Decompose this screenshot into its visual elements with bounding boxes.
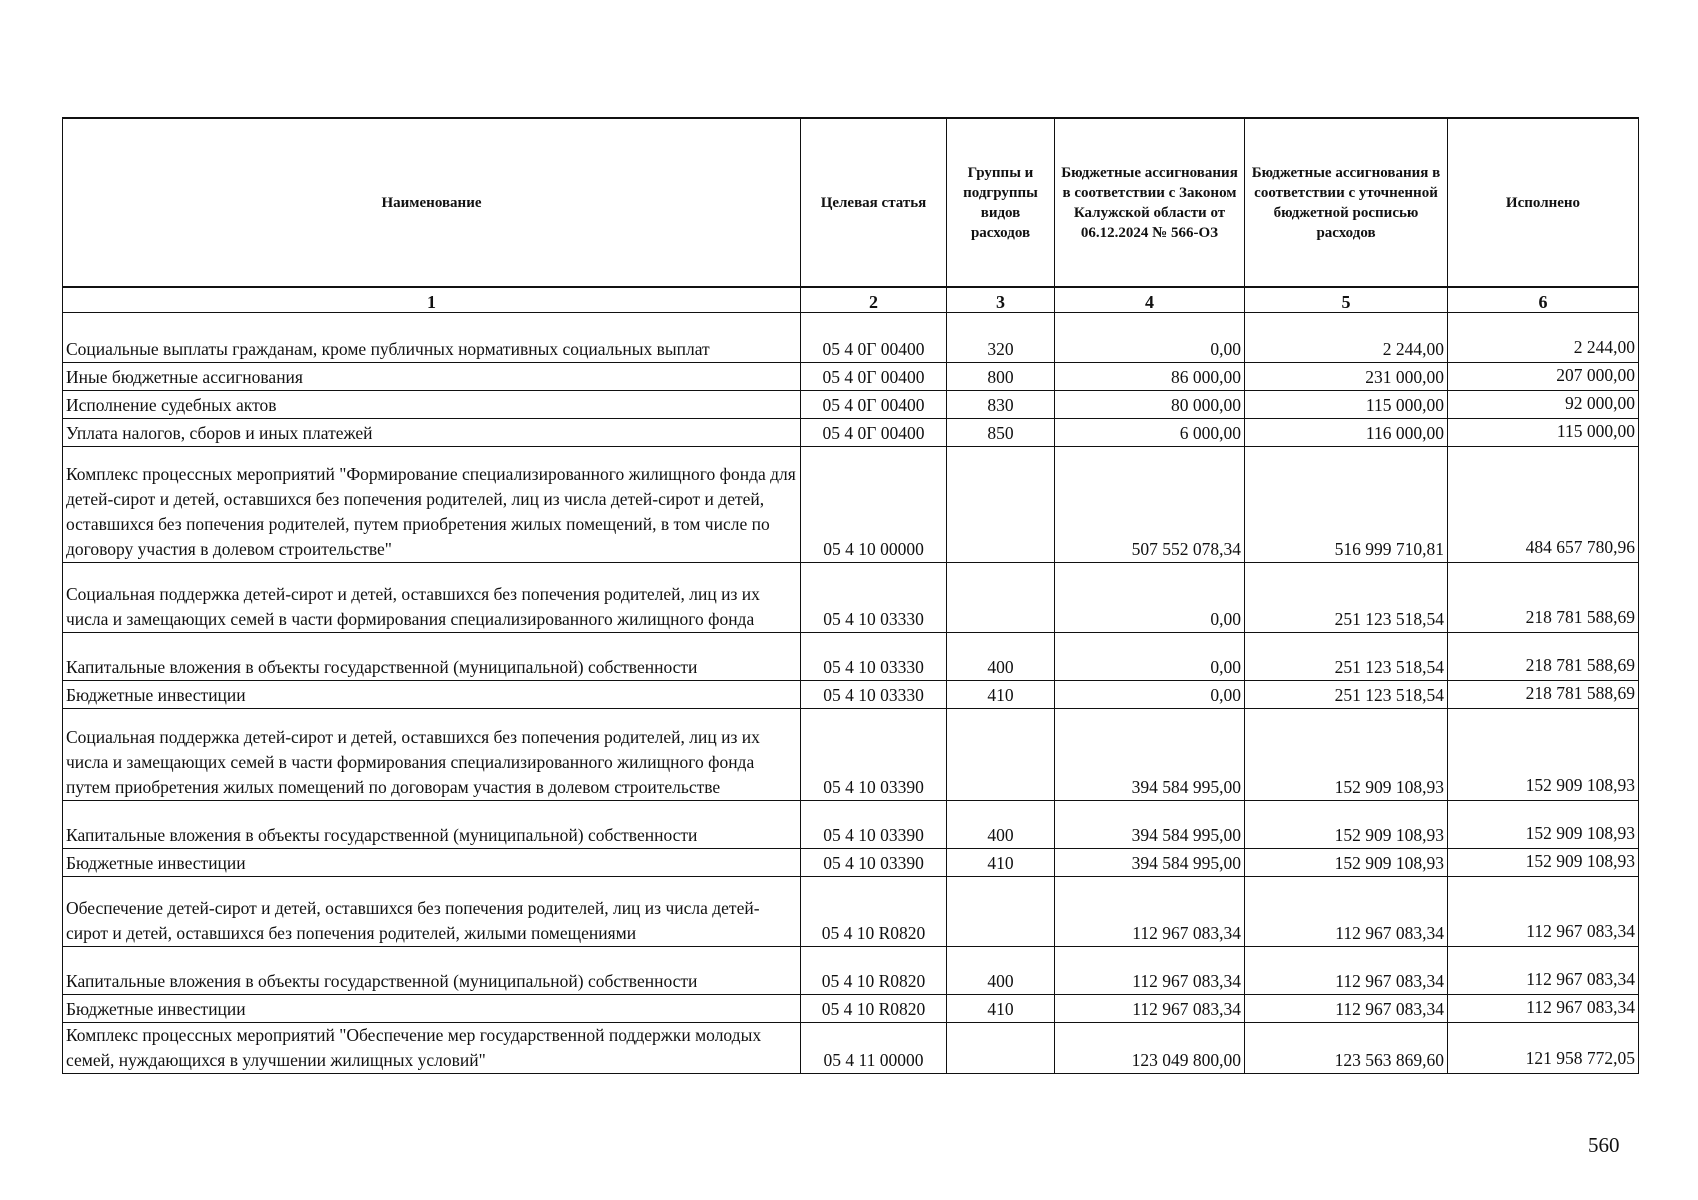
table-row — [63, 947, 1639, 995]
table-row — [63, 995, 1639, 1023]
cell-executed: 92 000,00 — [1448, 391, 1639, 419]
cell-law-allocation: 112 967 083,34 — [1055, 877, 1245, 947]
cell-target-article: 05 4 10 R0820 — [801, 995, 947, 1023]
header-refined-allocations: Бюджетные ассигнования в соответствии с уточненной бюджетной росписью расходов — [1245, 118, 1448, 287]
cell-name: Уплата налогов, сборов и иных платежей — [63, 419, 801, 447]
column-number: 2 — [801, 287, 947, 313]
cell-name: Капитальные вложения в объекты государственной (муниципальной) собственности — [63, 801, 801, 849]
cell-refined-allocation: 112 967 083,34 — [1245, 995, 1448, 1023]
table-row — [63, 563, 1639, 633]
cell-name: Социальная поддержка детей-сирот и детей, оставшихся без попечения родителей, лиц из их числа и замещающих семей в части формирования специализированного жилищного фонда путем приобретения жилых помещений по договорам участия в долевом строительстве — [63, 709, 801, 801]
cell-refined-allocation: 251 123 518,54 — [1245, 563, 1448, 633]
cell-refined-allocation: 2 244,00 — [1245, 313, 1448, 363]
table-row — [63, 801, 1639, 849]
column-number: 5 — [1245, 287, 1448, 313]
cell-expense-group: 400 — [947, 947, 1055, 995]
cell-name: Комплекс процессных мероприятий "Обеспечение мер государственной поддержки молодых семей, нуждающихся в улучшении жилищных условий" — [63, 1023, 801, 1074]
cell-executed: 218 781 588,69 — [1448, 563, 1639, 633]
cell-name: Капитальные вложения в объекты государственной (муниципальной) собственности — [63, 633, 801, 681]
cell-refined-allocation: 112 967 083,34 — [1245, 877, 1448, 947]
table-row — [63, 419, 1639, 447]
cell-expense-group: 800 — [947, 363, 1055, 391]
cell-executed: 112 967 083,34 — [1448, 995, 1639, 1023]
cell-name: Капитальные вложения в объекты государственной (муниципальной) собственности — [63, 947, 801, 995]
cell-law-allocation: 0,00 — [1055, 313, 1245, 363]
cell-expense-group: 850 — [947, 419, 1055, 447]
cell-law-allocation: 123 049 800,00 — [1055, 1023, 1245, 1074]
cell-executed: 218 781 588,69 — [1448, 681, 1639, 709]
cell-name: Социальные выплаты гражданам, кроме публичных нормативных социальных выплат — [63, 313, 801, 363]
cell-name: Бюджетные инвестиции — [63, 995, 801, 1023]
cell-expense-group — [947, 447, 1055, 563]
cell-target-article: 05 4 0Г 00400 — [801, 391, 947, 419]
cell-expense-group: 400 — [947, 633, 1055, 681]
cell-executed: 2 244,00 — [1448, 313, 1639, 363]
cell-executed: 115 000,00 — [1448, 419, 1639, 447]
cell-expense-group — [947, 877, 1055, 947]
cell-target-article: 05 4 0Г 00400 — [801, 313, 947, 363]
table-row — [63, 363, 1639, 391]
cell-name: Исполнение судебных актов — [63, 391, 801, 419]
cell-refined-allocation: 116 000,00 — [1245, 419, 1448, 447]
cell-executed: 484 657 780,96 — [1448, 447, 1639, 563]
cell-executed: 152 909 108,93 — [1448, 849, 1639, 877]
cell-executed: 152 909 108,93 — [1448, 801, 1639, 849]
header-law-allocations: Бюджетные ассигнования в соответствии с Законом Калужской области от 06.12.2024 № 566-ОЗ — [1055, 118, 1245, 287]
cell-executed: 152 909 108,93 — [1448, 709, 1639, 801]
table-row — [63, 681, 1639, 709]
cell-expense-group: 410 — [947, 849, 1055, 877]
table-row — [63, 1023, 1639, 1074]
table-row — [63, 709, 1639, 801]
cell-executed: 112 967 083,34 — [1448, 877, 1639, 947]
cell-refined-allocation: 115 000,00 — [1245, 391, 1448, 419]
header-name: Наименование — [63, 118, 801, 287]
cell-law-allocation: 80 000,00 — [1055, 391, 1245, 419]
cell-law-allocation: 0,00 — [1055, 681, 1245, 709]
cell-expense-group: 410 — [947, 681, 1055, 709]
cell-refined-allocation: 516 999 710,81 — [1245, 447, 1448, 563]
cell-law-allocation: 6 000,00 — [1055, 419, 1245, 447]
header-expense-groups: Группы и подгруппы видов расходов — [947, 118, 1055, 287]
page-number: 560 — [1588, 1133, 1620, 1157]
cell-expense-group: 410 — [947, 995, 1055, 1023]
cell-target-article: 05 4 10 03390 — [801, 849, 947, 877]
cell-target-article: 05 4 10 R0820 — [801, 947, 947, 995]
cell-refined-allocation: 231 000,00 — [1245, 363, 1448, 391]
cell-executed: 112 967 083,34 — [1448, 947, 1639, 995]
column-number: 1 — [63, 287, 801, 313]
cell-expense-group: 320 — [947, 313, 1055, 363]
cell-executed: 121 958 772,05 — [1448, 1023, 1639, 1074]
table-row — [63, 633, 1639, 681]
cell-executed: 207 000,00 — [1448, 363, 1639, 391]
cell-expense-group: 400 — [947, 801, 1055, 849]
header-target-article: Целевая статья — [801, 118, 947, 287]
cell-refined-allocation: 251 123 518,54 — [1245, 633, 1448, 681]
cell-refined-allocation: 152 909 108,93 — [1245, 801, 1448, 849]
column-number-row — [63, 287, 1639, 313]
cell-law-allocation: 507 552 078,34 — [1055, 447, 1245, 563]
cell-refined-allocation: 123 563 869,60 — [1245, 1023, 1448, 1074]
cell-law-allocation: 394 584 995,00 — [1055, 849, 1245, 877]
cell-target-article: 05 4 0Г 00400 — [801, 419, 947, 447]
header-row — [63, 118, 1639, 287]
cell-target-article: 05 4 10 03330 — [801, 563, 947, 633]
table-body — [63, 313, 1639, 1074]
column-number: 3 — [947, 287, 1055, 313]
cell-name: Бюджетные инвестиции — [63, 681, 801, 709]
column-number: 4 — [1055, 287, 1245, 313]
cell-law-allocation: 112 967 083,34 — [1055, 947, 1245, 995]
cell-expense-group — [947, 709, 1055, 801]
cell-target-article: 05 4 0Г 00400 — [801, 363, 947, 391]
cell-law-allocation: 0,00 — [1055, 563, 1245, 633]
cell-law-allocation: 86 000,00 — [1055, 363, 1245, 391]
cell-target-article: 05 4 10 03330 — [801, 681, 947, 709]
table-row — [63, 391, 1639, 419]
table-row — [63, 313, 1639, 363]
cell-name: Комплекс процессных мероприятий "Формирование специализированного жилищного фонда для детей-сирот и детей, оставшихся без попечения родителей, лиц из числа детей-сирот и детей, оставшихся без попечения родителей, путем приобретения жилых помещений, в том числе по договору участия в долевом строительстве" — [63, 447, 801, 563]
cell-law-allocation: 0,00 — [1055, 633, 1245, 681]
cell-target-article: 05 4 10 03390 — [801, 709, 947, 801]
column-number: 6 — [1448, 287, 1639, 313]
cell-expense-group — [947, 1023, 1055, 1074]
table-row — [63, 877, 1639, 947]
cell-refined-allocation: 152 909 108,93 — [1245, 849, 1448, 877]
cell-target-article: 05 4 10 R0820 — [801, 877, 947, 947]
cell-target-article: 05 4 11 00000 — [801, 1023, 947, 1074]
cell-refined-allocation: 112 967 083,34 — [1245, 947, 1448, 995]
cell-name: Социальная поддержка детей-сирот и детей, оставшихся без попечения родителей, лиц из их числа и замещающих семей в части формирования специализированного жилищного фонда — [63, 563, 801, 633]
cell-refined-allocation: 152 909 108,93 — [1245, 709, 1448, 801]
cell-target-article: 05 4 10 00000 — [801, 447, 947, 563]
cell-target-article: 05 4 10 03390 — [801, 801, 947, 849]
table-row — [63, 447, 1639, 563]
cell-law-allocation: 394 584 995,00 — [1055, 801, 1245, 849]
cell-executed: 218 781 588,69 — [1448, 633, 1639, 681]
cell-name: Иные бюджетные ассигнования — [63, 363, 801, 391]
header-executed: Исполнено — [1448, 118, 1639, 287]
cell-refined-allocation: 251 123 518,54 — [1245, 681, 1448, 709]
table-row — [63, 849, 1639, 877]
cell-law-allocation: 112 967 083,34 — [1055, 995, 1245, 1023]
cell-expense-group — [947, 563, 1055, 633]
cell-target-article: 05 4 10 03330 — [801, 633, 947, 681]
budget-table — [62, 117, 1639, 1074]
cell-name: Бюджетные инвестиции — [63, 849, 801, 877]
cell-law-allocation: 394 584 995,00 — [1055, 709, 1245, 801]
cell-expense-group: 830 — [947, 391, 1055, 419]
cell-name: Обеспечение детей-сирот и детей, оставшихся без попечения родителей, лиц из числа детей-сирот и детей, оставшихся без попечения родителей, жилыми помещениями — [63, 877, 801, 947]
